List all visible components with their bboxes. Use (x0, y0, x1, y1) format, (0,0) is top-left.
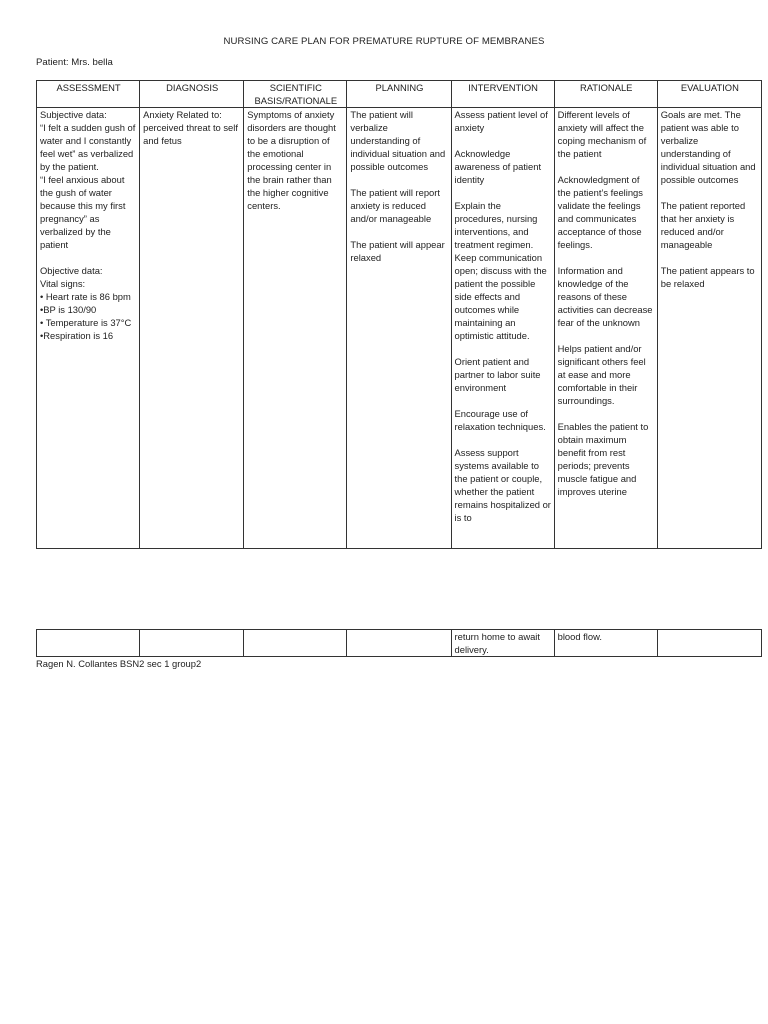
assessment-cell (37, 108, 140, 549)
intervention-cell (451, 108, 554, 549)
intervention-item-5: Encourage use of relaxation techniques. (454, 408, 546, 432)
vital-respiration: •Respiration is 16 (40, 330, 114, 341)
scientific-basis-text: Symptoms of anxiety disorders are thought to be a disruption of the emotional processing center in the brain rather than the higher cognitive centers. (247, 109, 336, 211)
continuation-diagnosis-cell (140, 630, 244, 657)
intervention-item-4: Orient patient and partner to labor suite environment (454, 356, 541, 393)
header-scientific-basis: SCIENTIFIC BASIS/RATIONALE (244, 81, 347, 108)
vital-blood-pressure: •BP is 130/90 (40, 304, 97, 315)
header-diagnosis: DIAGNOSIS (140, 81, 244, 108)
author-footer: Ragen N. Collantes BSN2 sec 1 group2 (36, 658, 202, 669)
header-evaluation: EVALUATION (657, 81, 761, 108)
table-header-row (37, 81, 762, 108)
planning-item-3: The patient will appear relaxed (350, 239, 445, 263)
rationale-item-2: Acknowledgment of the patient’s feelings validate the feelings and communicates acceptance of those feelings. (557, 174, 643, 250)
subjective-quote-1: “I felt a sudden gush of water and I constantly feel wet” as verbalized by the patient. (40, 122, 136, 172)
diagnosis-cell (140, 108, 244, 549)
intervention-item-1: Assess patient level of anxiety (454, 109, 548, 133)
header-planning: PLANNING (347, 81, 451, 108)
planning-item-2: The patient will report anxiety is reduced and/or manageable (350, 187, 441, 224)
header-rationale: RATIONALE (554, 81, 657, 108)
continuation-scientific-cell (244, 630, 347, 657)
rationale-item-4: Helps patient and/or significant others feel at ease and more comfortable in their surroundings. (557, 343, 646, 406)
planning-cell (347, 108, 451, 549)
continuation-intervention-cell: return home to await delivery. (451, 630, 554, 657)
objective-label: Objective data: (40, 265, 103, 276)
scientific-basis-cell (244, 108, 347, 549)
continuation-assessment-cell (37, 630, 140, 657)
vital-temperature: • Temperature is 37°C (40, 317, 132, 328)
evaluation-item-2: The patient reported that her anxiety is reduced and/or manageable (660, 200, 746, 250)
care-plan-table-continuation (36, 629, 762, 657)
continuation-evaluation-cell (657, 630, 761, 657)
continuation-rationale-cell: blood flow. (554, 630, 657, 657)
intervention-item-6: Assess support systems available to the patient or couple, whether the patient remains hospitalized or is to (454, 447, 551, 523)
vital-heart-rate: • Heart rate is 86 bpm (40, 291, 131, 302)
table-row (37, 630, 762, 657)
planning-item-1: The patient will verbalize understanding of individual situation and possible outcomes (350, 109, 446, 172)
table-row (37, 108, 762, 549)
care-plan-table (36, 80, 762, 549)
evaluation-cell (657, 108, 761, 549)
rationale-item-5: Enables the patient to obtain maximum benefit from rest periods; prevents muscle fatigue and improves uterine (557, 421, 649, 497)
patient-line: Patient: Mrs. bella (36, 57, 113, 68)
evaluation-item-1: Goals are met. The patient was able to verbalize understanding of individual situation and possible outcomes (660, 109, 756, 185)
rationale-cell (554, 108, 657, 549)
vital-signs-label: Vital signs: (40, 278, 86, 289)
rationale-item-1: Different levels of anxiety will affect the coping mechanism of the patient (557, 109, 647, 159)
header-assessment: ASSESSMENT (37, 81, 140, 108)
rationale-item-3: Information and knowledge of the reasons of these activities can decrease fear of the unknown (557, 265, 653, 328)
intervention-item-2: Acknowledge awareness of patient identity (454, 148, 542, 185)
subjective-quote-2: “I feel anxious about the gush of water because this my first pregnancy” as verbalized by the patient (40, 174, 126, 250)
continuation-planning-cell (347, 630, 451, 657)
document-title: NURSING CARE PLAN FOR PREMATURE RUPTURE OF MEMBRANES (223, 36, 545, 47)
subjective-label: Subjective data: (40, 109, 107, 120)
intervention-item-3: Explain the procedures, nursing interventions, and treatment regimen. Keep communication open; discuss with the patient the possible side effects and outcomes while maintaining an optimistic attitude. (454, 200, 547, 341)
diagnosis-text: Anxiety Related to: perceived threat to self and fetus (143, 109, 238, 146)
evaluation-item-3: The patient appears to be relaxed (660, 265, 755, 289)
header-intervention: INTERVENTION (451, 81, 554, 108)
